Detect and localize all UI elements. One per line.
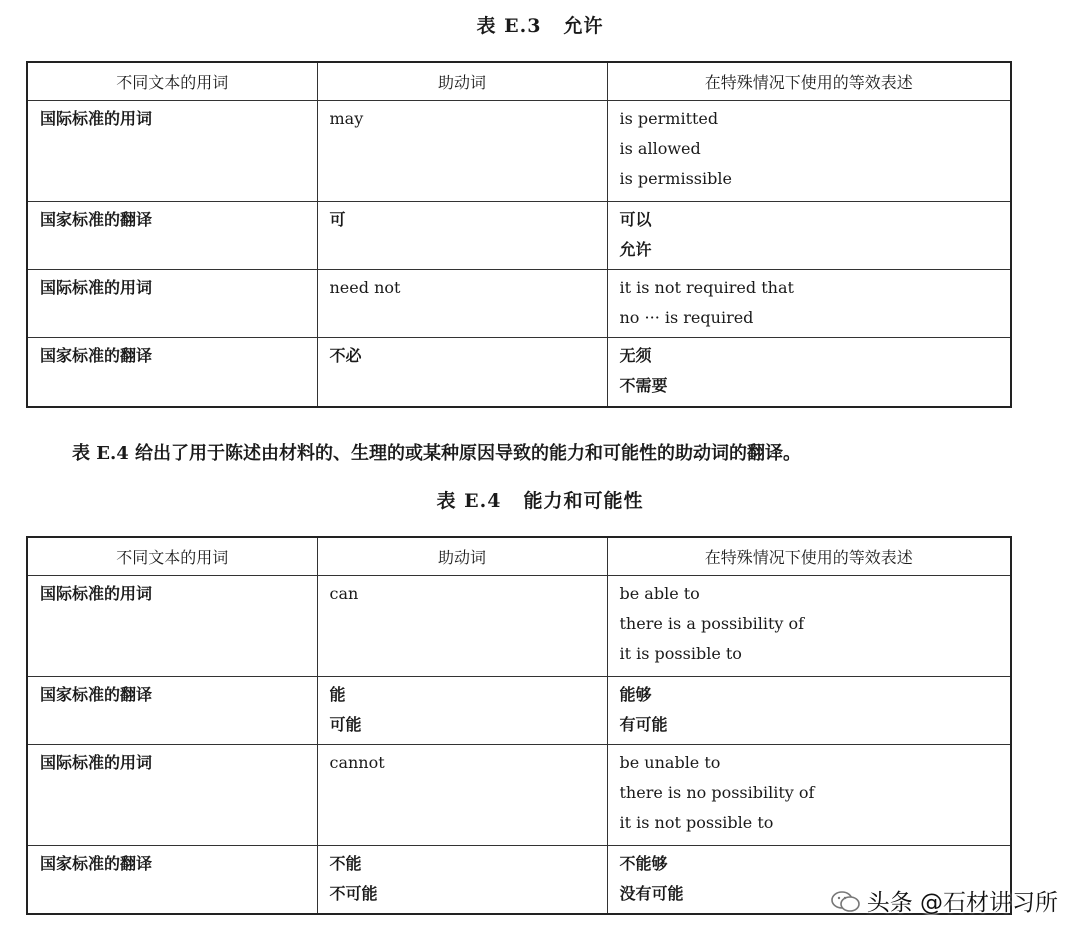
label-text: 国际标准的用词 (40, 584, 153, 603)
table-row (27, 270, 1011, 338)
header-cell: 在特殊情况下使用的等效表述 (607, 62, 1011, 101)
table-e4-title: 能力和可能性 (523, 490, 644, 512)
label-cell (27, 576, 317, 677)
table-e4-number: 表 E.4 (436, 490, 502, 512)
equiv-text: it is not possible to (619, 813, 774, 832)
table-e3-title: 允许 (563, 15, 604, 37)
table-e4 (26, 536, 1012, 915)
equiv-text: is permissible (619, 169, 732, 188)
equiv-text: it is possible to (619, 644, 742, 663)
equiv-cell (607, 745, 1011, 846)
aux-text: 不必 (329, 346, 362, 365)
watermark-text: 头条 @石材讲习所 (866, 890, 1058, 916)
equiv-text: 允许 (619, 240, 652, 259)
table-e3-number: 表 E.3 (476, 15, 542, 37)
label-cell (27, 846, 317, 915)
equiv-cell (607, 202, 1011, 270)
table-e3-header-row (27, 62, 1011, 101)
equiv-text: be unable to (619, 753, 721, 772)
aux-cell (317, 745, 607, 846)
label-cell (27, 202, 317, 270)
header-cell: 不同文本的用词 (27, 62, 317, 101)
label-text: 国家标准的翻译 (40, 854, 153, 873)
aux-text: 可能 (329, 715, 362, 734)
equiv-text: there is a possibility of (619, 614, 805, 633)
table-row (27, 338, 1011, 407)
equiv-text: be able to (619, 584, 700, 603)
equiv-text: 有可能 (619, 715, 668, 734)
label-text: 国家标准的翻译 (40, 346, 153, 365)
aux-cell (317, 576, 607, 677)
table-e3 (26, 61, 1012, 408)
label-text: 国际标准的用词 (40, 109, 153, 128)
wechat-icon (831, 891, 861, 913)
equiv-text: is allowed (619, 139, 701, 158)
header-cell: 不同文本的用词 (27, 537, 317, 576)
equiv-text: 不能够 (619, 854, 668, 873)
equiv-cell (607, 576, 1011, 677)
table-row (27, 677, 1011, 745)
label-text: 国际标准的用词 (40, 753, 153, 772)
equiv-text: is permitted (619, 109, 719, 128)
table-e3-caption (0, 11, 1080, 38)
equiv-text: 可以 (619, 210, 652, 229)
label-text: 国际标准的用词 (40, 278, 153, 297)
aux-cell (317, 101, 607, 202)
header-cell: 在特殊情况下使用的等效表述 (607, 537, 1011, 576)
aux-text: 不能 (329, 854, 362, 873)
label-text: 国家标准的翻译 (40, 210, 153, 229)
aux-cell (317, 677, 607, 745)
aux-cell (317, 338, 607, 407)
label-cell (27, 270, 317, 338)
body-paragraph: 表 E.4 给出了用于陈述由材料的、生理的或某种原因导致的能力和可能性的助动词的翻译。 (72, 443, 802, 464)
header-cell: 助动词 (317, 537, 607, 576)
equiv-text: 能够 (619, 685, 652, 704)
equiv-text: 无须 (619, 346, 652, 365)
equiv-text: 没有可能 (619, 884, 684, 903)
equiv-cell (607, 338, 1011, 407)
table-row (27, 101, 1011, 202)
equiv-cell (607, 270, 1011, 338)
aux-text: 能 (329, 685, 346, 704)
label-cell (27, 745, 317, 846)
equiv-cell (607, 101, 1011, 202)
header-cell: 助动词 (317, 62, 607, 101)
aux-text: 不可能 (329, 884, 378, 903)
aux-cell (317, 202, 607, 270)
label-cell (27, 677, 317, 745)
equiv-text: it is not required that (619, 278, 794, 297)
aux-text: 可 (329, 210, 346, 229)
aux-cell (317, 846, 607, 915)
table-e4-header-row (27, 537, 1011, 576)
table-row (27, 745, 1011, 846)
equiv-cell (607, 677, 1011, 745)
label-cell (27, 338, 317, 407)
watermark (831, 884, 1058, 917)
equiv-text: there is no possibility of (619, 783, 815, 802)
aux-cell (317, 270, 607, 338)
aux-text: can (329, 584, 359, 603)
label-text: 国家标准的翻译 (40, 685, 153, 704)
aux-text: need not (329, 278, 401, 297)
table-row (27, 202, 1011, 270)
table-e4-caption (0, 486, 1080, 513)
table-row (27, 576, 1011, 677)
aux-text: cannot (329, 753, 385, 772)
aux-text: may (329, 109, 364, 128)
equiv-text: 不需要 (619, 376, 668, 395)
label-cell (27, 101, 317, 202)
equiv-text: no ··· is required (619, 308, 754, 327)
